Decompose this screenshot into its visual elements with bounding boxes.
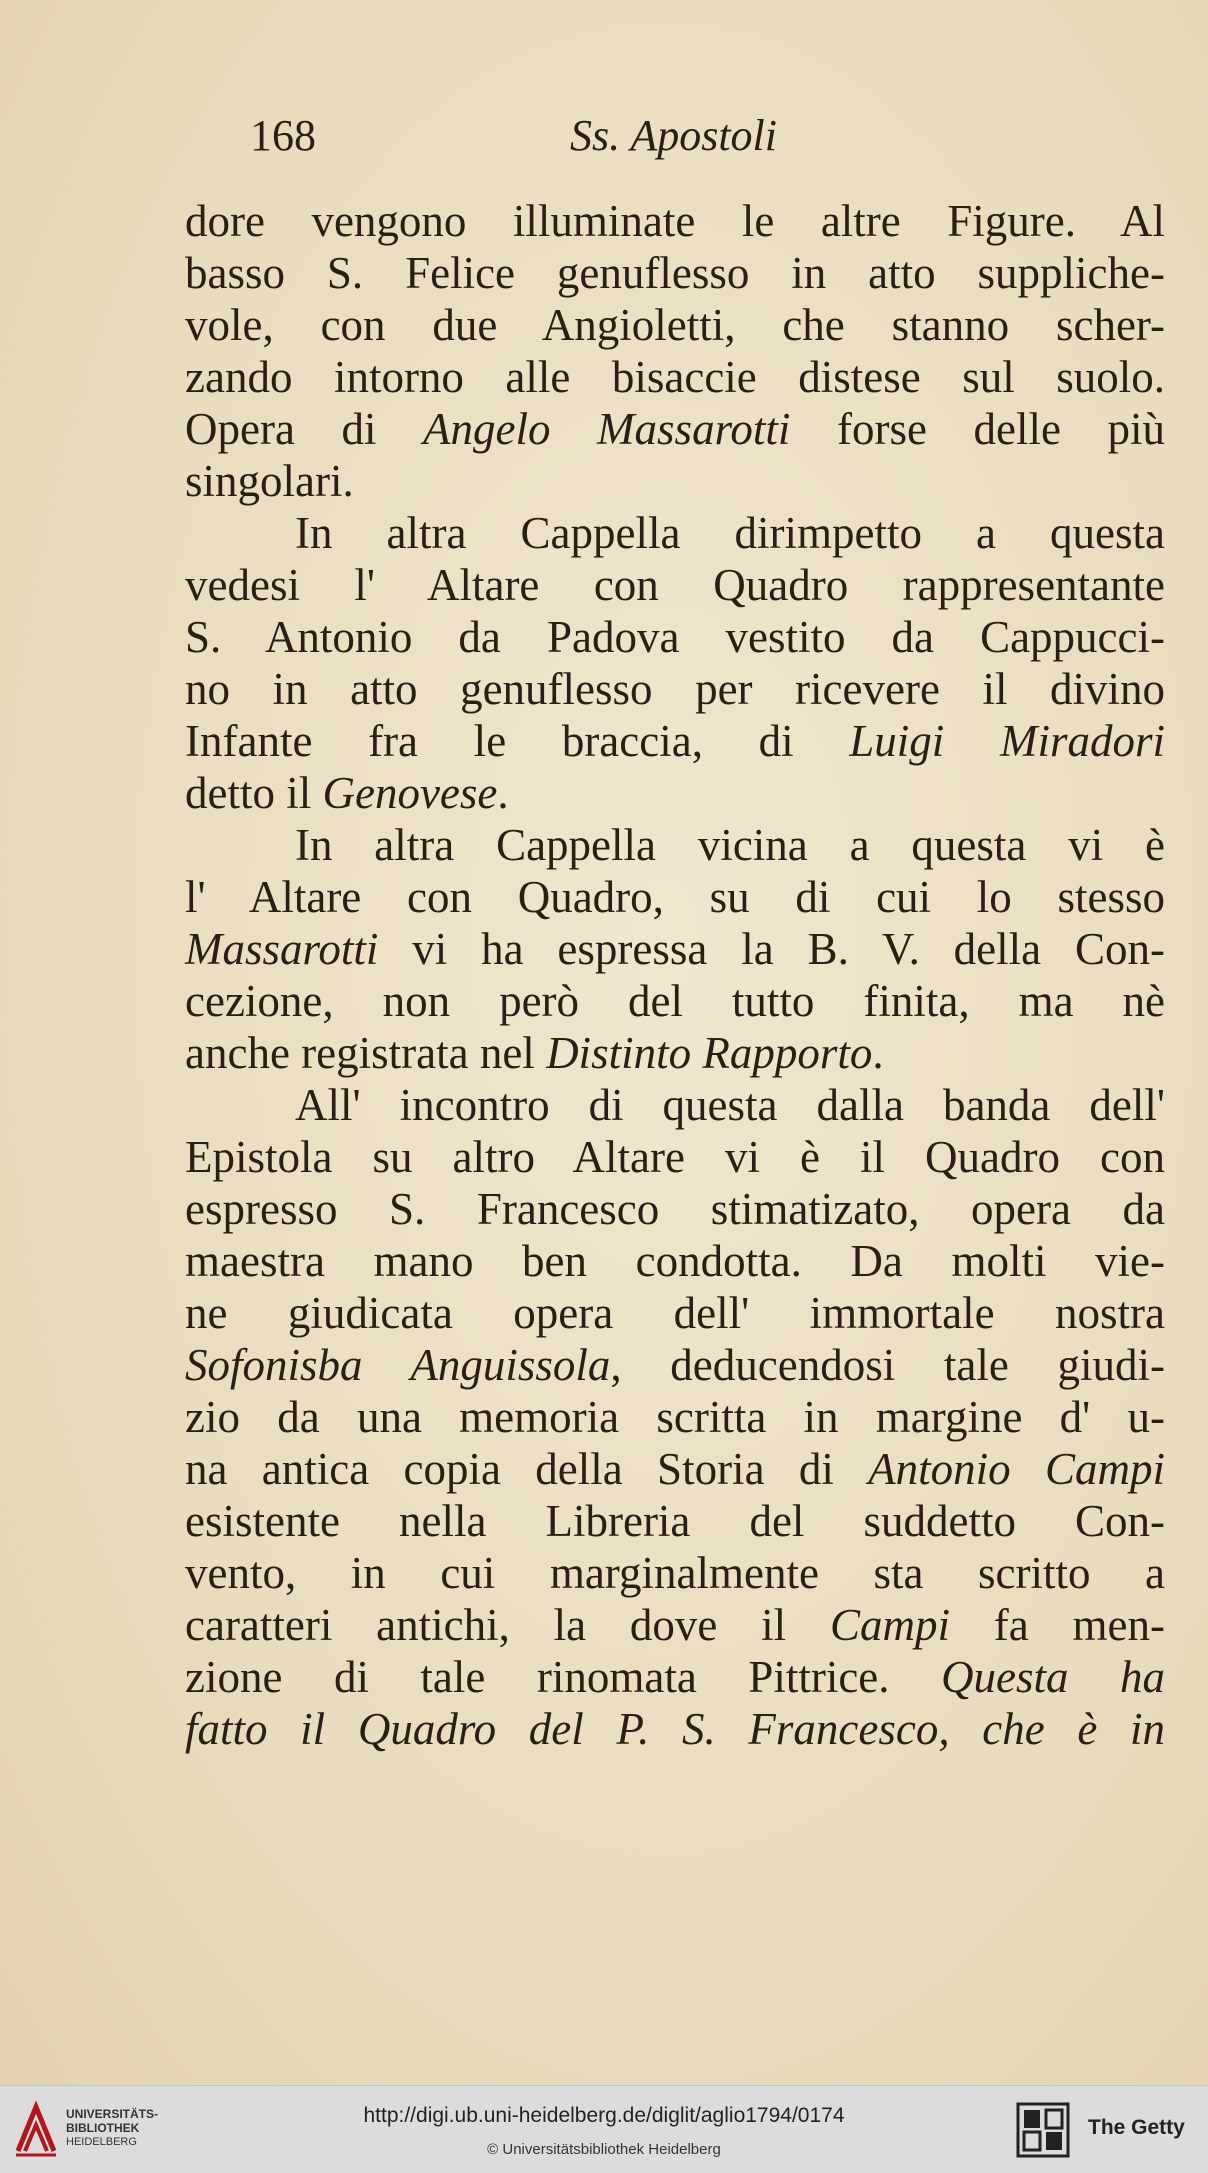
text-line: All' incontro di questa dalla banda dell' (295, 1080, 1165, 1130)
footer-bar (0, 2085, 1208, 2173)
italic-name: fatto il Quadro del P. S. Francesco, che è in (185, 1704, 1165, 1754)
italic-name: Campi (829, 1600, 950, 1650)
institution-line-3: HEIDELBERG (66, 2136, 137, 2148)
text-line: basso S. Felice genuflesso in atto suppliche- (185, 248, 1165, 298)
text-line: no in atto genuflesso per ricevere il divino (185, 664, 1165, 714)
text-line: zando intorno alle bisaccie distese sul suolo. (185, 352, 1165, 402)
italic-name: Angelo Massarotti (423, 404, 791, 454)
text-line: espresso S. Francesco stimatizato, opera da (185, 1184, 1165, 1234)
text-segment: zione di tale rinomata Pittrice. (185, 1652, 942, 1702)
text-line (185, 1339, 1165, 1391)
text-line: maestra mano ben condotta. Da molti vie- (185, 1236, 1165, 1286)
text-segment: Opera di (185, 404, 424, 454)
italic-name: Genovese (322, 768, 498, 818)
text-line: zio da una memoria scritta in margine d' u- (185, 1392, 1165, 1442)
text-segment: . (497, 768, 509, 818)
body-text (185, 195, 1165, 1755)
text-segment: detto il (185, 768, 323, 818)
permalink-url[interactable]: http://digi.ub.uni-heidelberg.de/diglit/aglio1794/0174 (363, 2104, 845, 2127)
text-line: vole, con due Angioletti, che stanno scher- (185, 300, 1165, 350)
italic-name: Distinto Rapporto (546, 1028, 873, 1078)
text-line: ne giudicata opera dell' immortale nostra (185, 1288, 1165, 1338)
copyright-notice: © Universitätsbibliothek Heidelberg (487, 2141, 721, 2158)
italic-name: Sofonisba Anguissola (185, 1340, 611, 1390)
page-header (250, 110, 970, 170)
text-line: l' Altare con Quadro, su di cui lo stesso (185, 872, 1165, 922)
text-line: In altra Cappella dirimpetto a questa (295, 508, 1165, 558)
text-line (185, 1599, 1165, 1651)
text-line (185, 1703, 1165, 1755)
text-segment: anche registrata nel (185, 1028, 547, 1078)
text-line (185, 403, 1165, 455)
italic-name: Antonio Campi (868, 1444, 1165, 1494)
text-segment: , deducendosi tale giudi- (610, 1340, 1165, 1390)
text-line: vento, in cui marginalmente sta scritto a (185, 1548, 1165, 1598)
text-segment: caratteri antichi, la dove il (185, 1600, 830, 1650)
italic-name: Questa ha (941, 1652, 1165, 1702)
text-line: dore vengono illuminate le altre Figure. Al (185, 196, 1165, 246)
text-segment: fa men- (950, 1600, 1165, 1650)
text-line: vedesi l' Altare con Quadro rappresentante (185, 560, 1165, 610)
text-line: cezione, non però del tutto finita, ma nè (185, 976, 1165, 1026)
text-segment: forse delle più (790, 404, 1165, 454)
text-line: Epistola su altro Altare vi è il Quadro con (185, 1132, 1165, 1182)
text-segment: na antica copia della Storia di (185, 1444, 869, 1494)
text-segment: . (872, 1028, 884, 1078)
text-line (185, 767, 1165, 819)
getty-logo-icon (1016, 2102, 1070, 2158)
text-line: S. Antonio da Padova vestito da Cappucci- (185, 612, 1165, 662)
text-line (185, 715, 1165, 767)
text-line: singolari. (185, 456, 354, 506)
institution-line-2: BIBLIOTHEK (66, 2121, 140, 2135)
text-line (185, 1651, 1165, 1703)
partner-name[interactable]: The Getty (1088, 2116, 1185, 2139)
text-line: esistente nella Libreria del suddetto Con- (185, 1496, 1165, 1546)
italic-name: Luigi Miradori (849, 716, 1165, 766)
text-segment: vi ha espressa la B. V. della Con- (378, 924, 1165, 974)
page-number: 168 (250, 111, 316, 160)
text-line (185, 923, 1165, 975)
institution-line-1: UNIVERSITÄTS- (66, 2107, 159, 2121)
text-line (185, 1443, 1165, 1495)
italic-name: Massarotti (185, 924, 379, 974)
text-line (185, 1027, 1165, 1079)
text-segment: Infante fra le braccia, di (185, 716, 850, 766)
running-title: Ss. Apostoli (570, 111, 778, 160)
text-line: In altra Cappella vicina a questa vi è (295, 820, 1165, 870)
